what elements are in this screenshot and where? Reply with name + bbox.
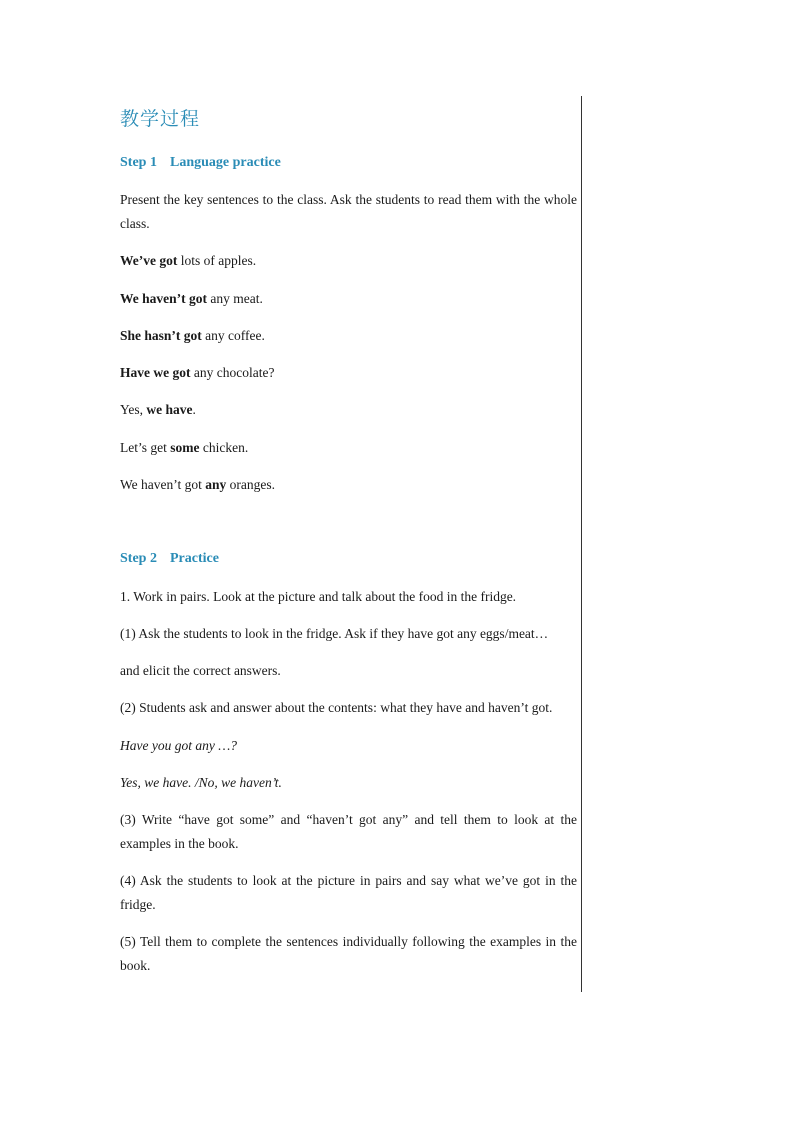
step2-heading (120, 551, 219, 567)
step2-name: Practice (170, 551, 219, 566)
step2-example-answer (120, 771, 577, 795)
key-sentence-5 (120, 398, 577, 422)
key-sentence-3-rest: any coffee. (201, 328, 265, 343)
step1-name: Language practice (170, 155, 281, 170)
key-sentence-6 (120, 436, 577, 460)
key-sentence-7-bold: any (205, 477, 227, 492)
key-sentence-1 (120, 249, 577, 273)
key-sentence-2-bold: We haven’t got (120, 291, 207, 306)
key-sentence-6-pre: Let’s get (120, 440, 171, 455)
step2-paragraph-8: (4) Ask the students to look at the picture in pairs and say what we’ve got in the fridge. (120, 873, 577, 912)
key-sentence-2-rest: any meat. (207, 291, 263, 306)
key-sentence-2 (120, 287, 577, 311)
key-sentence-7-post: oranges. (226, 477, 276, 492)
key-sentence-6-post: chicken. (199, 440, 249, 455)
vertical-divider (581, 96, 582, 992)
step2-example-question (120, 734, 577, 758)
key-sentence-7-pre: We haven’t got (120, 477, 206, 492)
key-sentence-5-bold: we have (146, 402, 193, 417)
key-sentence-1-rest: lots of apples. (177, 253, 257, 268)
key-sentence-5-pre: Yes, (120, 402, 147, 417)
step2-paragraph-9: (5) Tell them to complete the sentences individually following the examples in the book. (120, 934, 577, 973)
key-sentence-6-bold: some (170, 440, 200, 455)
step1-label: Step 1 (120, 155, 157, 170)
step2-paragraph-7: (3) Write “have got some” and “haven’t got any” and tell them to look at the examples in the book. (120, 812, 577, 851)
page-title: 教学过程 (120, 109, 201, 130)
key-sentence-3 (120, 324, 577, 348)
step2-paragraph-3: and elicit the correct answers. (120, 663, 281, 678)
key-sentence-3-bold: She hasn’t got (120, 328, 202, 343)
step2-label: Step 2 (120, 551, 157, 566)
step2-paragraph-2: (1) Ask the students to look in the fridge. Ask if they have got any eggs/meat… (120, 626, 549, 641)
key-sentence-5-post: . (192, 402, 196, 417)
step1-intro: Present the key sentences to the class. Ask the students to read them with the whole class. (120, 192, 577, 231)
step2-paragraph-4: (2) Students ask and answer about the contents: what they have and haven’t got. (120, 700, 553, 715)
step2-paragraph-1: 1. Work in pairs. Look at the picture and talk about the food in the fridge. (120, 589, 517, 604)
key-sentence-4 (120, 361, 577, 385)
key-sentence-4-bold: Have we got (120, 365, 191, 380)
example-answer-text: Yes, we have. /No, we haven’t. (120, 775, 282, 790)
key-sentence-4-rest: any chocolate? (190, 365, 275, 380)
key-sentence-7 (120, 473, 577, 497)
step1-heading (120, 155, 281, 171)
key-sentence-1-bold: We’ve got (120, 253, 178, 268)
example-question-text: Have you got any …? (120, 738, 237, 753)
